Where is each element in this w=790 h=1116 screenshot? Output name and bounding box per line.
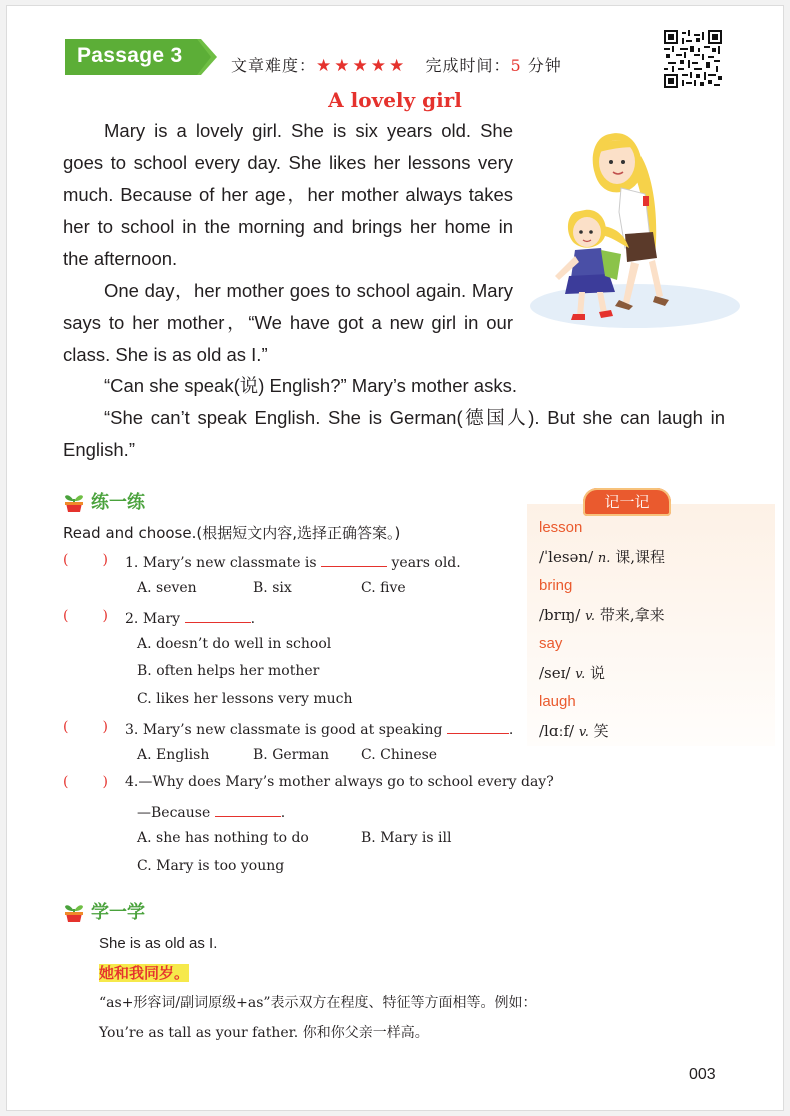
- page-number: 003: [689, 1066, 716, 1083]
- question-text-end: years old.: [391, 555, 461, 571]
- open-paren: (: [63, 552, 69, 568]
- paragraph-text: “She can’t speak English. She is German(德国人). But she can laugh in English.”: [63, 407, 725, 460]
- question-text: —Why does Mary’s mother always go to school every day?: [138, 774, 554, 790]
- close-paren: ): [102, 608, 108, 624]
- question-3-stem: [125, 719, 513, 738]
- memo-word: laugh: [539, 693, 576, 710]
- q4-option-b[interactable]: B. Mary is ill: [361, 830, 452, 846]
- passage-paragraph-3: [63, 370, 725, 402]
- q4-option-a[interactable]: A. she has nothing to do: [137, 830, 309, 846]
- qr-code-icon[interactable]: [664, 30, 722, 88]
- memo-word: say: [539, 635, 563, 652]
- fill-blank[interactable]: [215, 802, 281, 817]
- q3-option-c[interactable]: C. Chinese: [361, 747, 438, 763]
- workbook-page: [6, 5, 784, 1111]
- question-number: 3.: [125, 722, 139, 738]
- passage-tag: [65, 39, 217, 75]
- answer-paren-3[interactable]: [63, 719, 108, 735]
- memo-tab: 记一记: [583, 488, 671, 516]
- practice-heading-label: 练一练: [91, 492, 145, 513]
- question-text-end: .: [250, 611, 256, 627]
- learn-heading-label: 学一学: [91, 902, 145, 923]
- open-paren: (: [63, 608, 69, 624]
- q4-option-c[interactable]: C. Mary is too young: [137, 858, 285, 874]
- learn-translation-row: [99, 962, 189, 983]
- meaning: 带来,拿来: [599, 606, 665, 624]
- fill-blank[interactable]: [185, 608, 251, 623]
- question-text: —Because: [137, 805, 211, 821]
- meaning: 课,课程: [615, 548, 665, 566]
- memo-word: bring: [539, 577, 573, 594]
- learn-heading: [63, 898, 145, 924]
- learn-example: You’re as tall as your father. 你和你父亲一样高。: [99, 1025, 429, 1041]
- question-1-stem: [125, 552, 461, 571]
- phonetic: /ˈlesən/: [539, 548, 594, 566]
- practice-heading: [63, 488, 145, 514]
- time-value: 5: [510, 56, 522, 75]
- passage-paragraph-2: [63, 275, 513, 371]
- part-of-speech: v.: [578, 725, 589, 740]
- part-of-speech: v.: [585, 609, 596, 624]
- plant-pot-icon: [63, 899, 85, 923]
- learn-sentence: She is as old as I.: [99, 935, 218, 952]
- q2-option-c[interactable]: C. likes her lessons very much: [137, 691, 353, 707]
- question-text-end: .: [508, 722, 514, 738]
- phonetic: /seɪ/: [539, 664, 571, 682]
- time-label: 完成时间：: [425, 56, 511, 75]
- question-number: 4.: [125, 774, 139, 790]
- meaning: 笑: [593, 722, 609, 740]
- question-4-stem: [125, 774, 554, 790]
- practice-instruction: Read and choose.(根据短文内容,选择正确答案。): [63, 524, 401, 542]
- memo-definition: [539, 546, 665, 567]
- question-text-end: .: [280, 805, 286, 821]
- question-text: Mary: [142, 611, 181, 627]
- close-paren: ): [102, 552, 108, 568]
- q3-option-b[interactable]: B. German: [253, 747, 329, 763]
- close-paren: ): [102, 774, 108, 790]
- time-unit: 分钟: [527, 56, 562, 75]
- question-text: Mary’s new classmate is: [142, 555, 317, 571]
- q1-option-b[interactable]: B. six: [253, 580, 292, 596]
- plant-pot-icon: [63, 489, 85, 513]
- passage-paragraph-4: [63, 402, 725, 466]
- question-text: Mary’s new classmate is good at speaking: [142, 722, 443, 738]
- learn-rule: “as+形容词/副词原级+as”表示双方在程度、特征等方面相等。例如：: [99, 995, 537, 1011]
- question-number: 1.: [125, 555, 139, 571]
- open-paren: (: [63, 774, 69, 790]
- difficulty-stars: ★★★★★: [316, 56, 408, 76]
- memo-word: lesson: [539, 519, 583, 536]
- meaning: 说: [589, 664, 605, 682]
- answer-paren-1[interactable]: [63, 552, 108, 568]
- mother-daughter-illustration: [525, 116, 740, 331]
- passage-title: A lovely girl: [328, 88, 462, 112]
- fill-blank[interactable]: [447, 719, 509, 734]
- q2-option-a[interactable]: A. doesn’t do well in school: [137, 636, 332, 652]
- answer-paren-4[interactable]: [63, 774, 108, 790]
- paragraph-text: One day，her mother goes to school again. Mary says to her mother，“We have got a new girl in our class. She is as old as I.”: [63, 280, 513, 365]
- close-paren: ): [102, 719, 108, 735]
- passage-label: Passage 3: [77, 44, 183, 67]
- phonetic: /brɪŋ/: [539, 606, 581, 624]
- difficulty-label: 文章难度：: [231, 56, 317, 75]
- q1-option-c[interactable]: C. five: [361, 580, 406, 596]
- open-paren: (: [63, 719, 69, 735]
- paragraph-text: Mary is a lovely girl. She is six years old. She goes to school every day. She likes her lessons very much. Because of her age，her mother always takes her to school in the morning and brings her home in the afternoon.: [63, 120, 513, 269]
- question-4-line2: [137, 802, 285, 821]
- fill-blank[interactable]: [321, 552, 387, 567]
- learn-translation: 她和我同岁。: [99, 964, 190, 982]
- memo-definition: [539, 720, 609, 741]
- answer-paren-2[interactable]: [63, 608, 108, 624]
- q1-option-a[interactable]: A. seven: [137, 580, 197, 596]
- part-of-speech: v.: [575, 667, 586, 682]
- part-of-speech: n.: [597, 551, 611, 566]
- passage-meta: [231, 53, 562, 76]
- q2-option-b[interactable]: B. often helps her mother: [137, 663, 320, 679]
- question-2-stem: [125, 608, 255, 627]
- q3-option-a[interactable]: A. English: [137, 747, 210, 763]
- phonetic: /lɑːf/: [539, 722, 575, 740]
- question-number: 2.: [125, 611, 139, 627]
- paragraph-text: “Can she speak(说) English?” Mary’s mother asks.: [104, 375, 517, 396]
- passage-paragraph-1: [63, 115, 513, 275]
- memo-definition: [539, 662, 605, 683]
- memo-definition: [539, 604, 665, 625]
